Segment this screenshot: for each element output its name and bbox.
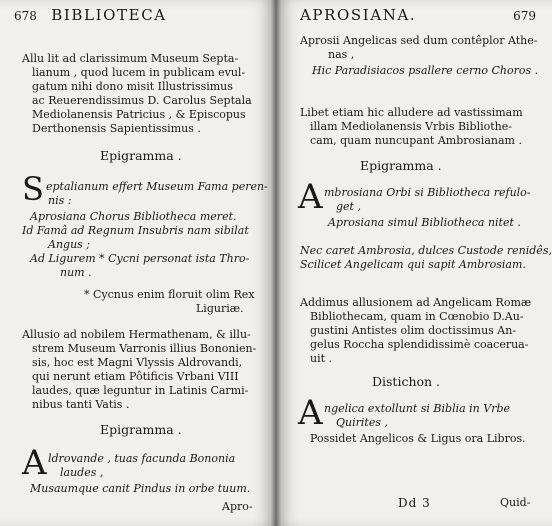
verse-line: ldrovande , tuas facunda Bononia bbox=[48, 452, 236, 465]
addimus-line: Bibliothecam, quam in Cœnobio D.Au- bbox=[310, 310, 524, 323]
addimus-line: Addimus allusionem ad Angelicam Romæ bbox=[300, 296, 532, 309]
addimus-line: uit . bbox=[310, 352, 333, 365]
allusio-line: Allusio ad nobilem Hermathenam, & illu- bbox=[22, 328, 251, 341]
libet-line: Libet etiam hic alludere ad vastissimam bbox=[300, 106, 523, 119]
intro-line: ac Reuerendissimus D. Carolus Septala bbox=[32, 94, 252, 107]
libet-line: illam Mediolanensis Vrbis Bibliothe- bbox=[310, 120, 512, 133]
signature-mark: Dd 3 bbox=[398, 496, 431, 510]
intro-line: Mediolanensis Patricius , & Episcopus bbox=[32, 108, 246, 121]
verse-line: Angus ; bbox=[48, 238, 91, 251]
verse-line: mbrosiana Orbi si Bibliotheca refulo- bbox=[324, 186, 531, 199]
verse-line: Hic Paradisiacos psallere cerno Choros . bbox=[312, 64, 539, 77]
libet-line: cam, quam nuncupant Ambrosianam . bbox=[310, 134, 522, 147]
epigram-heading: Epigramma . bbox=[100, 148, 182, 163]
left-catchword: Apro- bbox=[222, 500, 253, 513]
verse-line: Aprosiana simul Bibliotheca nitet . bbox=[328, 216, 521, 229]
intro-line: Allu lit ad clarissimum Museum Septa- bbox=[22, 52, 239, 65]
right-catchword: Quid- bbox=[500, 496, 531, 509]
verse-line: Id Famâ ad Regnum Insubris nam sibilat bbox=[22, 224, 249, 237]
allusio-line: strem Museum Varronis illius Bononien- bbox=[32, 342, 257, 355]
allusio-line: qui nerunt etiam Pôtificis Vrbani VIII bbox=[32, 370, 239, 383]
allusio-line: nibus tanti Vatis . bbox=[32, 398, 130, 411]
verse-line: laudes , bbox=[60, 466, 104, 479]
verse-line: get , bbox=[336, 200, 361, 213]
verse-line: eptalianum effert Museum Fama peren- bbox=[46, 180, 268, 193]
verse-line: ngelica extollunt si Biblia in Vrbe bbox=[324, 402, 511, 415]
footnote-line: * Cycnus enim floruit olim Rex bbox=[84, 288, 255, 301]
verse-line: Scilicet Angelicam qui sapit Ambrosiam. bbox=[300, 258, 526, 271]
distichon-heading: Distichon . bbox=[372, 374, 441, 389]
book-gutter bbox=[271, 0, 281, 526]
left-running-head bbox=[14, 6, 167, 24]
verse-line: Aprosii Angelicas sed dum contêplor Athe- bbox=[300, 34, 538, 47]
footnote-line: Liguriæ. bbox=[196, 302, 244, 315]
drop-cap: A bbox=[298, 177, 323, 217]
allusio-line: laudes, quæ leguntur in Latinis Carmi- bbox=[32, 384, 249, 397]
right-page bbox=[276, 0, 552, 526]
verse-line: Nec caret Ambrosia, dulces Custode renidês, bbox=[300, 244, 552, 257]
verse-line: num . bbox=[60, 266, 92, 279]
epigram-heading: Epigramma . bbox=[360, 158, 442, 173]
drop-cap: A bbox=[298, 393, 323, 433]
right-running-head bbox=[300, 6, 536, 24]
intro-line: gatum nihi dono misit Illustrissimus bbox=[32, 80, 233, 93]
addimus-line: gustini Antistes olim doctissimus An- bbox=[310, 324, 517, 337]
allusio-line: sis, hoc est Magni Vlyssis Aldrovandi, bbox=[32, 356, 243, 369]
intro-line: lianum , quod lucem in publicam evul- bbox=[32, 66, 246, 79]
intro-line: Derthonensis Sapientissimus . bbox=[32, 122, 201, 135]
verse-line: Aprosiana Chorus Bibliotheca meret. bbox=[30, 210, 237, 223]
left-header-title: BIBLIOTECA bbox=[51, 6, 167, 24]
drop-cap: A bbox=[22, 443, 47, 483]
verse-line: Musaumque canit Pindus in orbe tuum. bbox=[30, 482, 251, 495]
verse-line: Possidet Angelicos & Ligus ora Libros. bbox=[310, 432, 526, 445]
verse-line: Quirites , bbox=[336, 416, 388, 429]
drop-cap: S bbox=[22, 170, 44, 208]
verse-line: nis : bbox=[48, 194, 72, 207]
epigram-heading: Epigramma . bbox=[100, 422, 182, 437]
verse-line: nas , bbox=[328, 48, 355, 61]
right-page-number: 679 bbox=[513, 9, 536, 23]
left-page-number: 678 bbox=[14, 9, 37, 23]
right-header-title: APROSIANA. bbox=[300, 6, 417, 24]
verse-line: Ad Ligurem * Cycni personat ista Thro- bbox=[30, 252, 250, 265]
addimus-line: gelus Roccha splendidissimè coacerua- bbox=[310, 338, 529, 351]
